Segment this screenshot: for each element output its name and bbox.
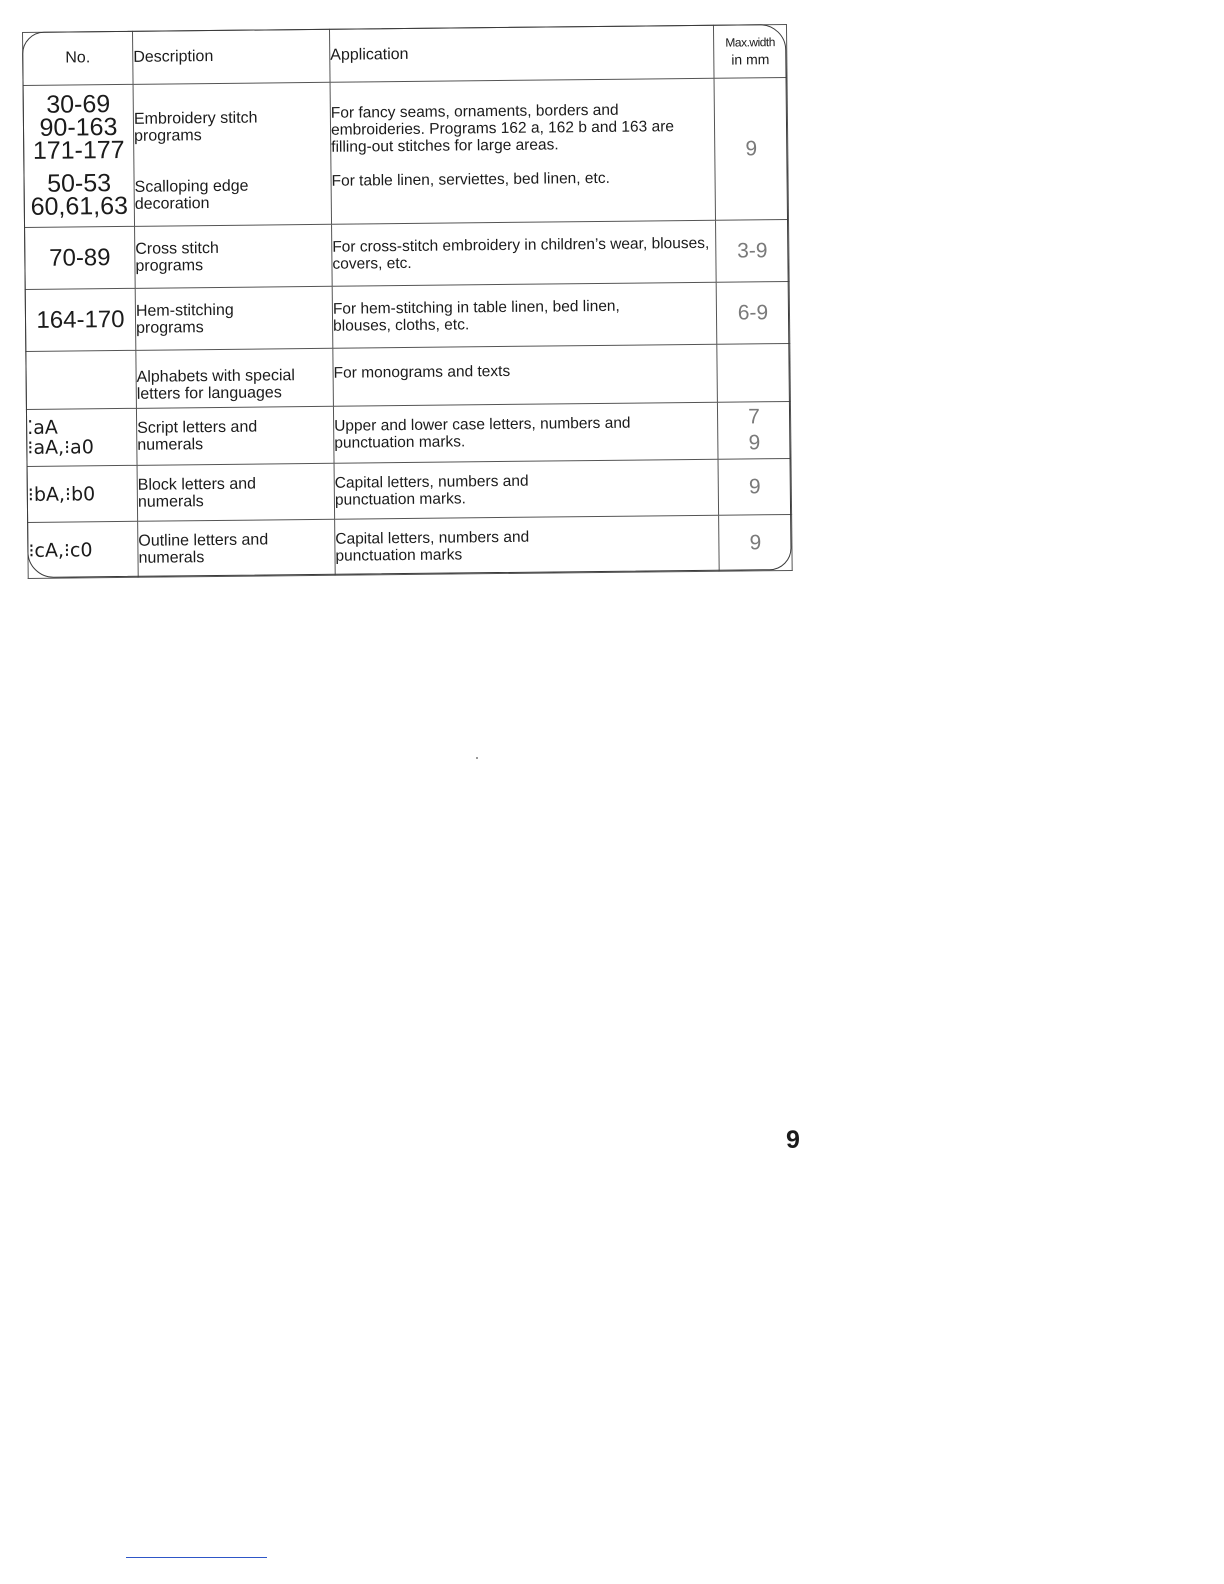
script-letter-symbol: ⁚aA [27, 416, 58, 439]
row-no [23, 84, 134, 227]
page-number: 9 [786, 1126, 800, 1154]
description-text: Outline letters and numerals [138, 530, 269, 567]
header-max-width [713, 24, 787, 78]
application-text: Capital letters, numbers and punctuation marks. [334, 472, 529, 509]
table-row [27, 458, 792, 522]
description-embroidery: Embroidery stitch programs [133, 109, 258, 145]
max-width-value: 9 [748, 431, 761, 455]
no-value: 50-53 [46, 169, 112, 198]
application-embroidery: For fancy seams, ornaments, borders and embroideries. Programs 162 a, 162 b and 163 are filling-out stitches for large areas. [330, 101, 675, 156]
no-value: 30-69 [46, 90, 111, 119]
header-application: Application [329, 25, 714, 82]
row-no [26, 408, 137, 466]
row-max-width [717, 401, 791, 459]
row-application: For monograms and texts [333, 344, 718, 406]
block-letter-symbol: ⁝bA,⁝b0 [27, 482, 96, 506]
row-max-width: 9 [718, 458, 792, 515]
no-value: 90-163 [39, 113, 118, 142]
header-max-width-line1: Max.width [725, 35, 775, 50]
row-description [135, 286, 333, 350]
row-max-width: 3-9 [716, 219, 790, 282]
table-header-row [23, 24, 788, 85]
row-application: For cross-stitch embroidery in children’s wear, blouses, covers, etc. [332, 220, 717, 286]
row-description [135, 224, 333, 288]
table-row [23, 77, 788, 227]
table-row [28, 514, 793, 578]
row-no [26, 350, 137, 409]
row-application [333, 402, 718, 463]
row-no [27, 465, 138, 522]
row-description [136, 406, 334, 465]
table-row [26, 401, 791, 466]
row-no: 164-170 [25, 288, 136, 351]
description-text: Alphabets with special letters for languages [136, 367, 296, 403]
row-max-width [717, 343, 791, 402]
footer-rule [126, 1557, 267, 1558]
row-max-width: 6-9 [716, 281, 790, 344]
row-no: 70-89 [25, 226, 136, 289]
no-value: 60,61,63 [30, 191, 129, 221]
no-group-b [24, 162, 134, 219]
row-max-width: 9 [719, 514, 793, 571]
no-value: 171-177 [32, 135, 125, 165]
description-text: Cross stitch programs [135, 239, 219, 275]
application-text: Upper and lower case letters, numbers and punctuation marks. [334, 414, 631, 452]
stitch-programs-table [22, 24, 793, 579]
header-no: No. [23, 31, 134, 85]
row-description [137, 463, 335, 521]
row-description [138, 519, 336, 577]
row-description [136, 348, 334, 408]
table-row [26, 343, 791, 409]
header-description: Description [132, 29, 330, 84]
application-scalloping: For table linen, serviettes, bed linen, etc. [331, 169, 610, 190]
application-text: For hem-stitching in table linen, bed linen, blouses, cloths, etc. [332, 297, 620, 335]
row-application [334, 459, 719, 519]
row-no [28, 521, 139, 578]
row-max-width: 9 [714, 77, 788, 220]
row-description [133, 82, 331, 226]
outline-letter-symbol: ⁝cA,⁝c0 [28, 538, 93, 562]
row-application [330, 78, 715, 224]
description-text: Block letters and numerals [137, 475, 257, 511]
description-scalloping: Scalloping edge decoration [134, 177, 249, 213]
table-row [25, 281, 790, 351]
scan-speck [476, 757, 478, 759]
max-width-value: 7 [748, 405, 761, 429]
row-application [332, 282, 717, 348]
description-text: Script letters and numerals [137, 418, 258, 454]
application-text: Capital letters, numbers and punctuation marks [335, 528, 530, 565]
header-max-width-line2: in mm [731, 51, 770, 68]
no-group-a [24, 85, 134, 163]
stitch-programs-table-wrap [22, 24, 792, 578]
table-row [25, 219, 790, 289]
description-text: Hem-stitching programs [135, 301, 234, 337]
row-application [335, 515, 720, 575]
script-letter-symbol: ⁝aA,⁝a0 [27, 436, 94, 459]
